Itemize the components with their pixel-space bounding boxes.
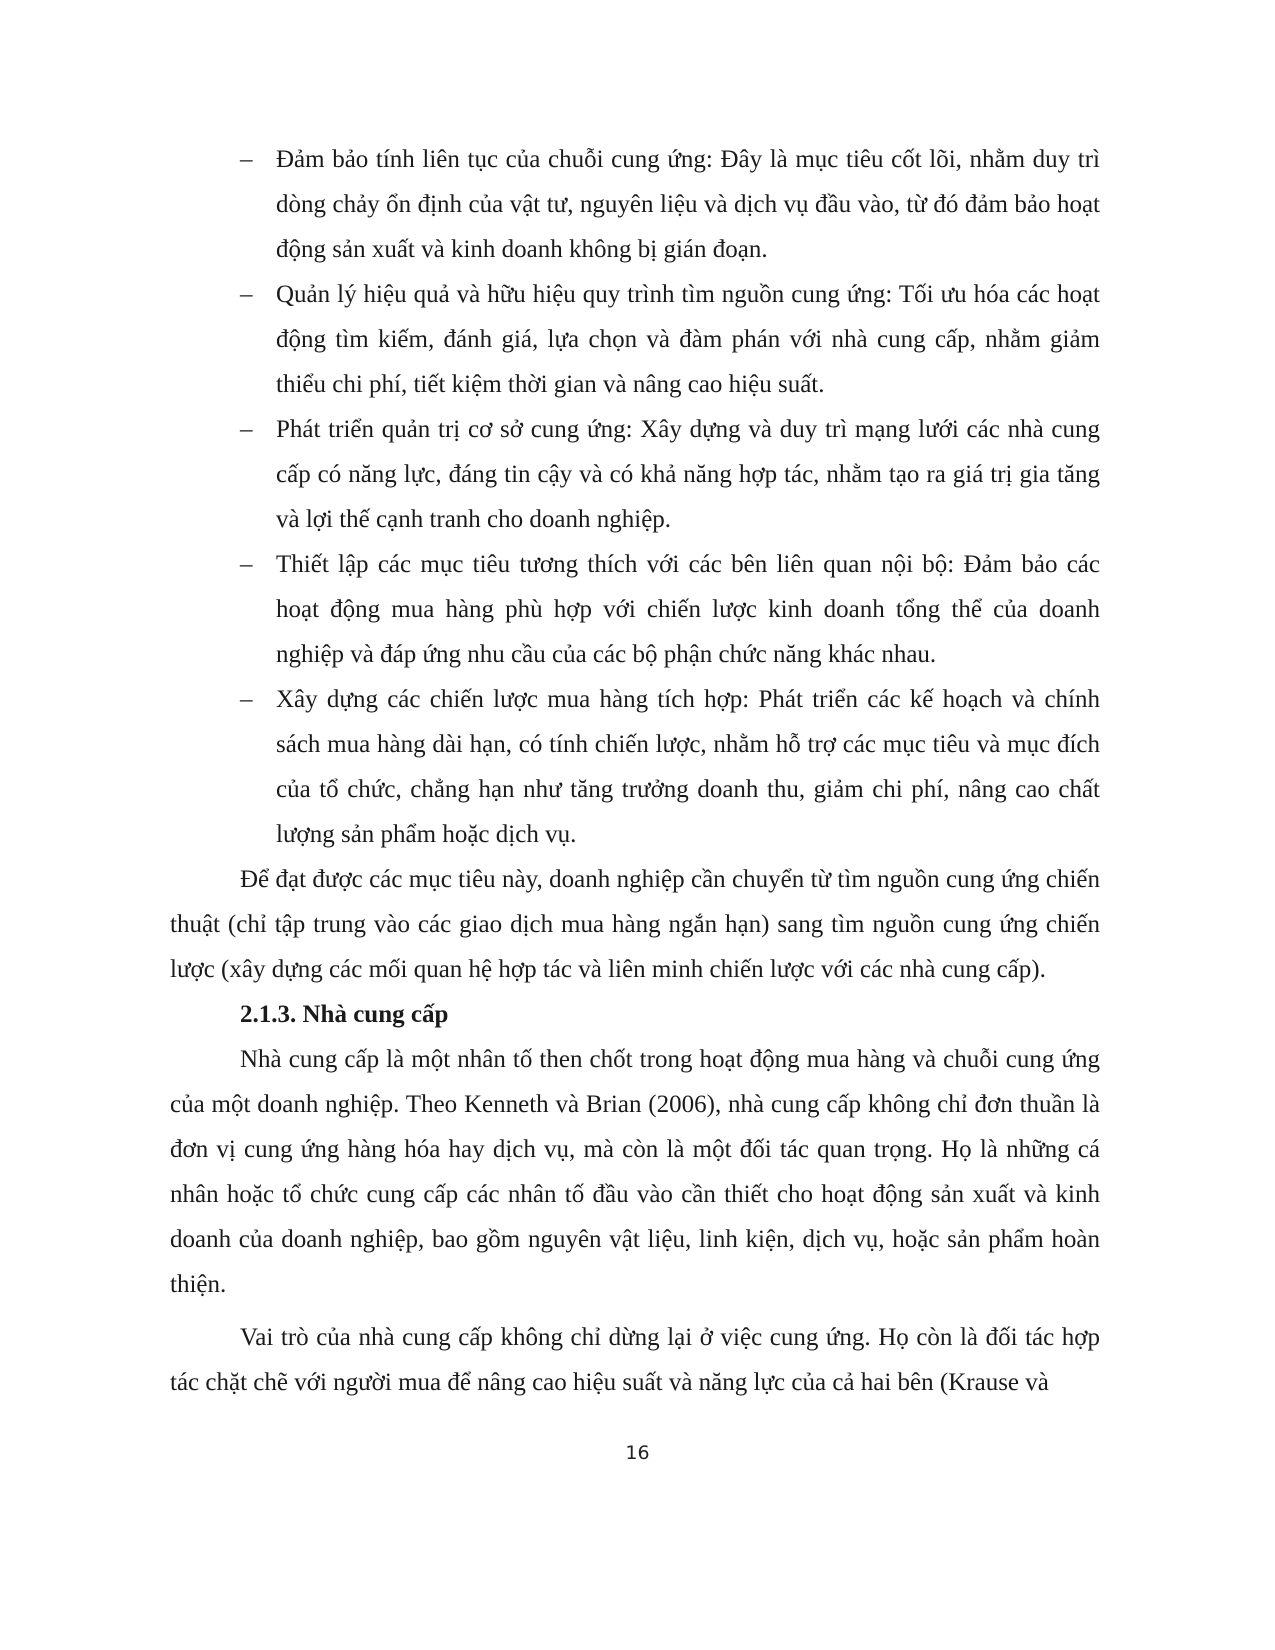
list-item-text: Phát triển quản trị cơ sở cung ứng: Xây dựng và duy trì mạng lưới các nhà cung cấp có năng lực, đáng tin cậy và có khả năng hợp tác, nhằm tạo ra giá trị gia tăng và lợi thế cạnh tranh cho doanh nghiệp. [276, 416, 1100, 533]
list-item [170, 407, 1100, 542]
section-heading: 2.1.3. Nhà cung cấp [240, 1001, 449, 1028]
bullet-dash: – [240, 281, 253, 308]
paragraph-gap [170, 1307, 1100, 1315]
body-paragraph: Nhà cung cấp là một nhân tố then chốt trong hoạt động mua hàng và chuỗi cung ứng của một doanh nghiệp. Theo Kenneth và Brian (2006), nhà cung cấp không chỉ đơn thuần là đơn vị cung ứng hàng hóa hay dịch vụ, mà còn là một đối tác quan trọng. Họ là những cá nhân hoặc tổ chức cung cấp các nhân tố đầu vào cần thiết cho hoạt động sản xuất và kinh doanh của doanh nghiệp, bao gồm nguyên vật liệu, linh kiện, dịch vụ, hoặc sản phẩm hoàn thiện. [170, 1046, 1100, 1298]
list-item-text: Quản lý hiệu quả và hữu hiệu quy trình tìm nguồn cung ứng: Tối ưu hóa các hoạt động tìm kiếm, đánh giá, lựa chọn và đàm phán với nhà cung cấp, nhằm giảm thiểu chi phí, tiết kiệm thời gian và nâng cao hiệu suất. [276, 281, 1100, 398]
list-item-text: Thiết lập các mục tiêu tương thích với các bên liên quan nội bộ: Đảm bảo các hoạt động mua hàng phù hợp với chiến lược kinh doanh tổng thể của doanh nghiệp và đáp ứng nhu cầu của các bộ phận chức năng khác nhau. [276, 551, 1100, 668]
list-item [170, 677, 1100, 857]
body-paragraph: Để đạt được các mục tiêu này, doanh nghiệp cần chuyển từ tìm nguồn cung ứng chiến thuật (chỉ tập trung vào các giao dịch mua hàng ngắn hạn) sang tìm nguồn cung ứng chiến lược (xây dựng các mối quan hệ hợp tác và liên minh chiến lược với các nhà cung cấp). [170, 866, 1100, 983]
document-page [170, 137, 1100, 1537]
list-item [170, 272, 1100, 407]
bullet-dash: – [240, 146, 253, 173]
list-item-text: Xây dựng các chiến lược mua hàng tích hợp: Phát triển các kế hoạch và chính sách mua hàng dài hạn, có tính chiến lược, nhằm hỗ trợ các mục tiêu và mục đích của tổ chức, chẳng hạn như tăng trưởng doanh thu, giảm chi phí, nâng cao chất lượng sản phẩm hoặc dịch vụ. [276, 686, 1100, 848]
list-item [170, 542, 1100, 677]
bullet-dash: – [240, 686, 253, 713]
list-item-text: Đảm bảo tính liên tục của chuỗi cung ứng: Đây là mục tiêu cốt lõi, nhằm duy trì dòng chảy ổn định của vật tư, nguyên liệu và dịch vụ đầu vào, từ đó đảm bảo hoạt động sản xuất và kinh doanh không bị gián đoạn. [276, 146, 1100, 263]
page-number: 16 [625, 1442, 650, 1464]
list-item [170, 137, 1100, 272]
body-paragraph: Vai trò của nhà cung cấp không chỉ dừng lại ở việc cung ứng. Họ còn là đối tác hợp tác chặt chẽ với người mua để nâng cao hiệu suất và năng lực của cả hai bên (Krause và [170, 1324, 1100, 1396]
bullet-dash: – [240, 551, 253, 578]
bullet-dash: – [240, 416, 253, 443]
